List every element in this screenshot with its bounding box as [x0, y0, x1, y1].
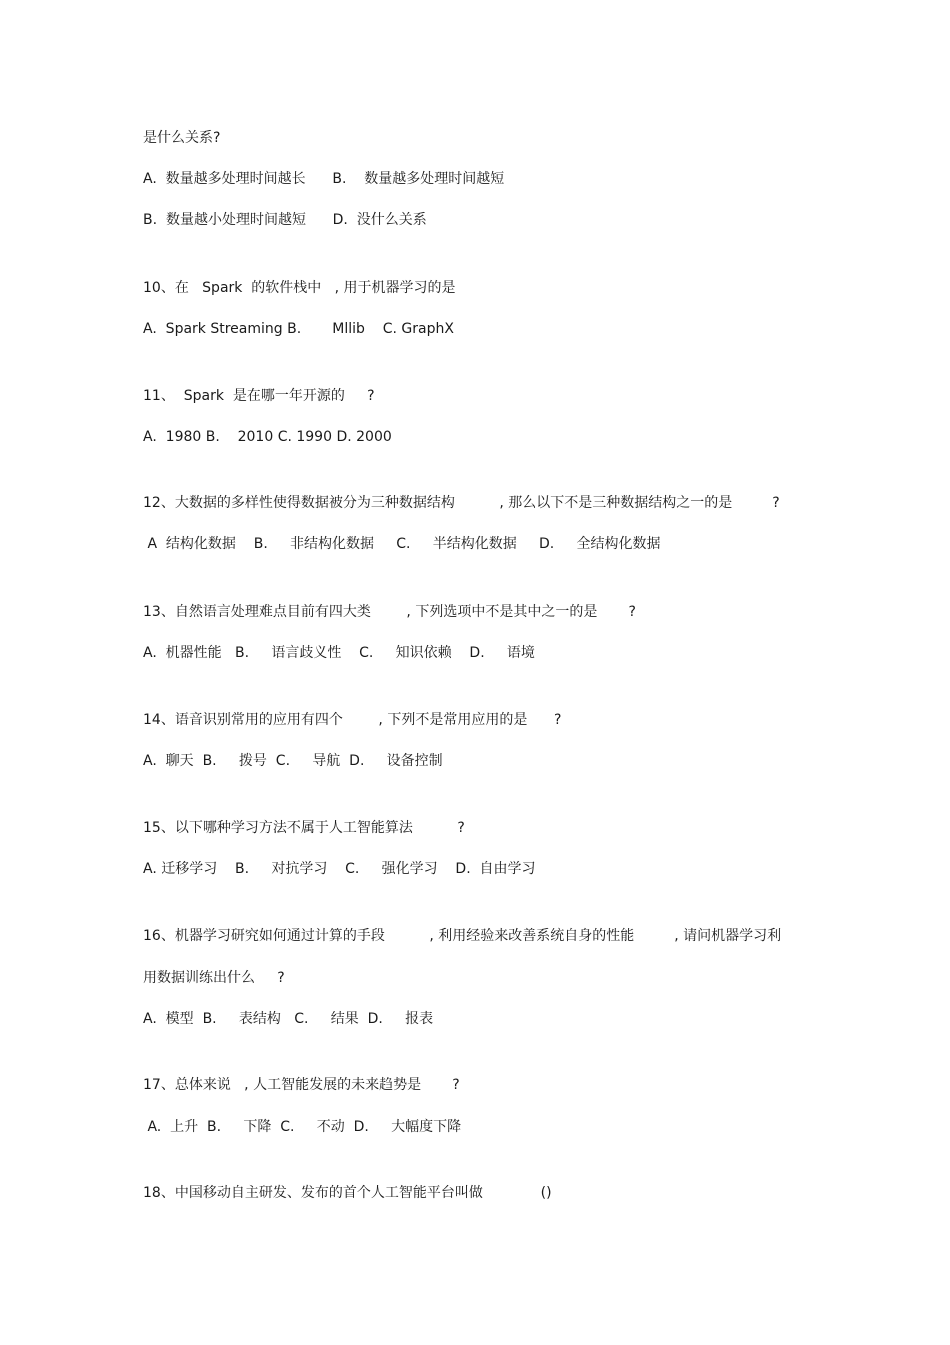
question-11-options: A. 1980 B. 2010 C. 1990 D. 2000	[143, 429, 392, 445]
question-15-text: 15、以下哪种学习方法不属于人工智能算法 ?	[143, 820, 465, 836]
question-16-text-continuation: 用数据训练出什么 ?	[143, 970, 285, 986]
question-14-text: 14、语音识别常用的应用有四个 , 下列不是常用应用的是 ?	[143, 712, 562, 728]
question-15-options: A. 迁移学习 B. 对抗学习 C. 强化学习 D. 自由学习	[143, 861, 536, 877]
question-14-options: A. 聊天 B. 拨号 C. 导航 D. 设备控制	[143, 753, 443, 769]
question-9-options-row-1: A. 数量越多处理时间越长 B. 数量越多处理时间越短	[143, 171, 505, 187]
question-17-text: 17、总体来说 , 人工智能发展的未来趋势是 ?	[143, 1077, 460, 1093]
question-9-options-row-2: B. 数量越小处理时间越短 D. 没什么关系	[143, 212, 427, 228]
question-16-options: A. 模型 B. 表结构 C. 结果 D. 报表	[143, 1011, 434, 1027]
question-12-options: A 结构化数据 B. 非结构化数据 C. 半结构化数据 D. 全结构化数据	[143, 536, 661, 552]
question-12-text: 12、大数据的多样性使得数据被分为三种数据结构 , 那么以下不是三种数据结构之一的是 ?	[143, 495, 780, 511]
question-11-text: 11、 Spark 是在哪一年开源的 ?	[143, 388, 375, 404]
question-10-options: A. Spark Streaming B. Mllib C. GraphX	[143, 321, 454, 337]
question-13-options: A. 机器性能 B. 语言歧义性 C. 知识依赖 D. 语境	[143, 645, 535, 661]
question-16-text: 16、机器学习研究如何通过计算的手段 , 利用经验来改善系统自身的性能 , 请问机器学习利	[143, 928, 782, 944]
question-13-text: 13、自然语言处理难点目前有四大类 , 下列选项中不是其中之一的是 ?	[143, 604, 636, 620]
question-17-options: A. 上升 B. 下降 C. 不动 D. 大幅度下降	[143, 1119, 462, 1135]
question-9-text-continuation: 是什么关系?	[143, 130, 221, 146]
question-18-text: 18、中国移动自主研发、发布的首个人工智能平台叫做 ()	[143, 1185, 552, 1201]
question-10-text: 10、在 Spark 的软件栈中 , 用于机器学习的是	[143, 280, 456, 296]
